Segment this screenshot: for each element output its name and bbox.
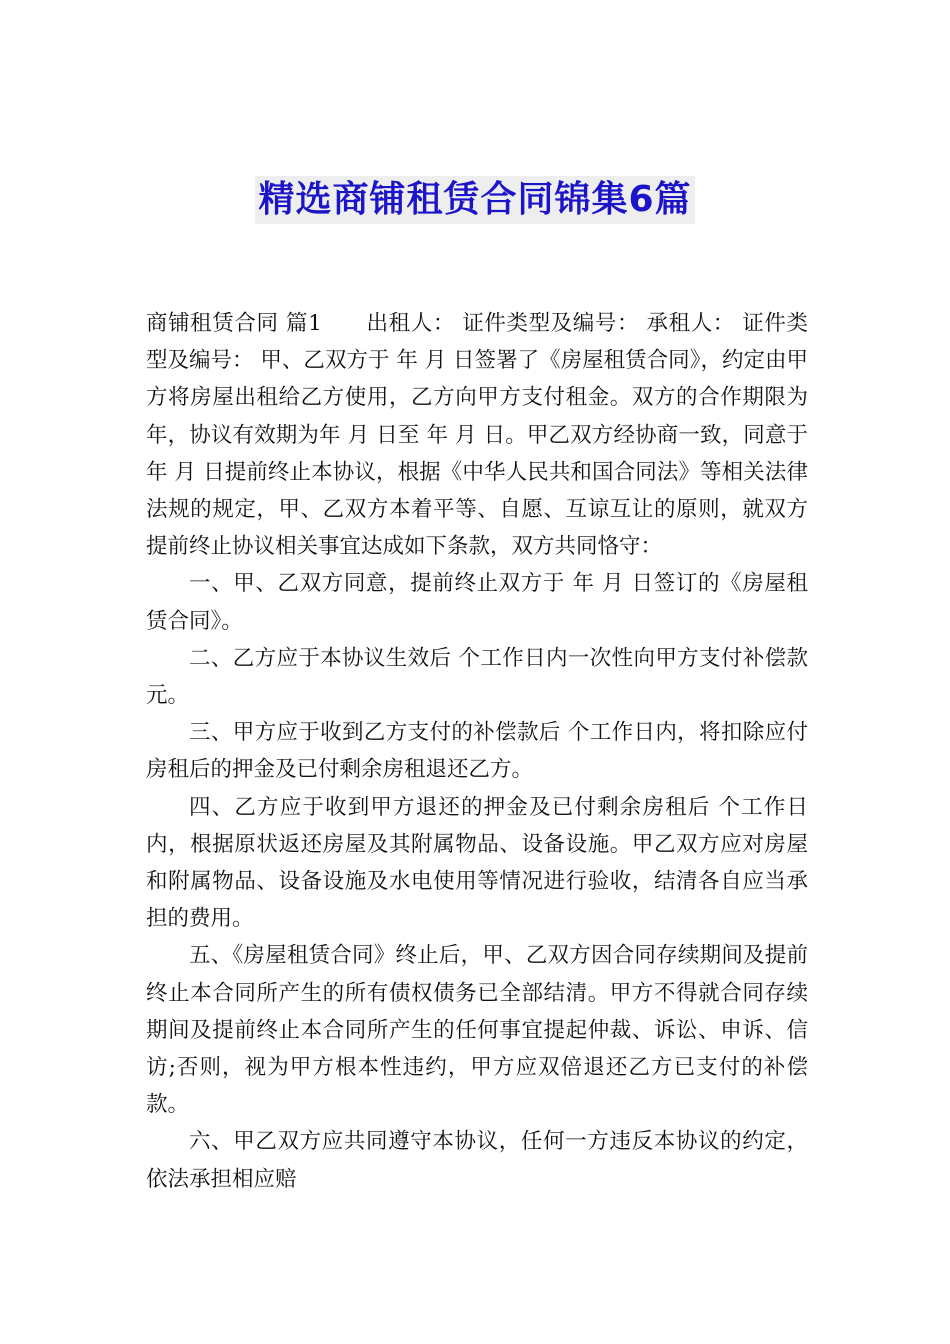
paragraph-clause-6: 六、甲乙双方应共同遵守本协议，任何一方违反本协议的约定，依法承担相应赔 [146, 1129, 808, 1192]
document-title-text: 精选商铺租赁合同锦集6篇 [255, 176, 694, 224]
paragraph-clause-5: 五、《房屋租赁合同》终止后，甲、乙双方因合同存续期间及提前终止本合同所产生的所有债权债务已全部结清。甲方不得就合同存续期间及提前终止本合同所产生的任何事宜提起仲裁、诉讼、申诉、信访;否则，视为甲方根本性违约，甲方应双倍退还乙方已支付的补偿款。 [146, 943, 808, 1118]
paragraph-clause-1: 一、甲、乙双方同意，提前终止双方于 年 月 日签订的《房屋租赁合同》。 [146, 571, 808, 634]
paragraph-clause-2: 二、乙方应于本协议生效后 个工作日内一次性向甲方支付补偿款 元。 [146, 645, 808, 709]
document-title [0, 176, 950, 230]
document-body [146, 305, 808, 1198]
paragraph-clause-4: 四、乙方应于收到甲方退还的押金及已付剩余房租后 个工作日内，根据原状返还房屋及其附属物品、设备设施。甲乙双方应对房屋和附属物品、设备设施及水电使用等情况进行验收，结清各自应当承担的费用。 [146, 794, 808, 932]
paragraph-intro: 商铺租赁合同 篇1 出租人： 证件类型及编号： 承租人： 证件类型及编号： 甲、乙双方于 年 月 日签署了《房屋租赁合同》，约定由甲方将房屋出租给乙方使用，乙方向甲方支付租金。双方的合作期限为年，协议有效期为年 月 日至 年 月 日。甲乙双方经协商一致，同意于 年 月 日提前终止本协议，根据《中华人民共和国合同法》等相关法律法规的规定，甲、乙双方本着平等、自愿、互谅互让的原则，就双方提前终止协议相关事宜达成如下条款，双方共同恪守： [146, 311, 808, 560]
paragraph-clause-3: 三、甲方应于收到乙方支付的补偿款后 个工作日内，将扣除应付房租后的押金及已付剩余房租退还乙方。 [146, 720, 808, 783]
